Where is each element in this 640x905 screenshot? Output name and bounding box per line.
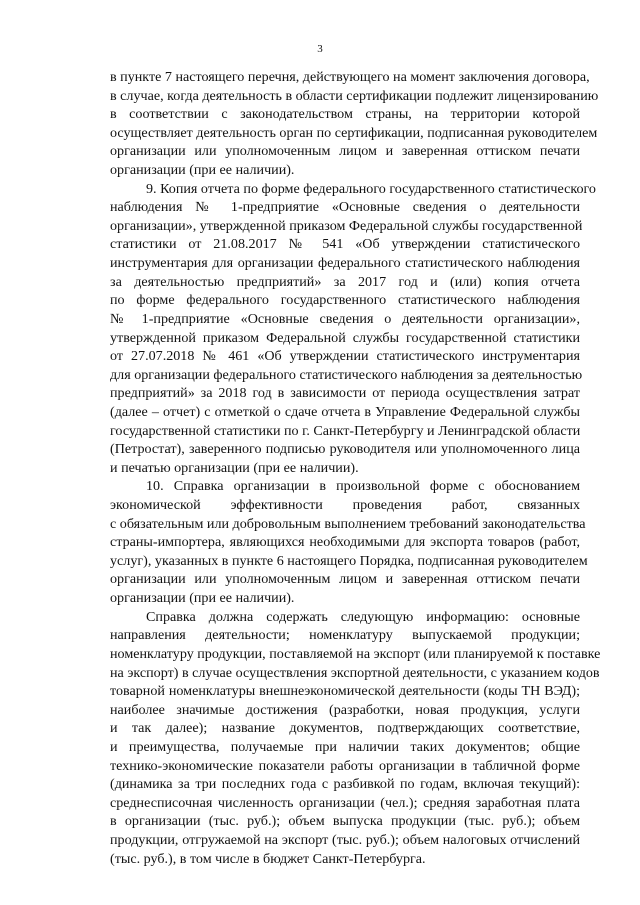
text-line: технико-экономические показатели работы организации в табличной форме bbox=[110, 757, 580, 774]
document-body bbox=[110, 68, 601, 868]
text-line: и преимущества, получаемые при наличии таких документов; общие bbox=[110, 738, 580, 755]
text-line: экономической эффективности проведения работ, связанных bbox=[110, 497, 580, 514]
text-line: на экспорт) в случае осуществления экспортной деятельности, с указанием кодов bbox=[110, 664, 600, 681]
text-line: продукции, отгружаемой на экспорт (тыс. руб.); объем налоговых отчислений bbox=[110, 831, 580, 848]
text-line: в соответствии с законодательством страны, на территории которой bbox=[110, 106, 580, 123]
text-line: направления деятельности; номенклатуру выпускаемой продукции; bbox=[110, 627, 580, 644]
text-line: инструментария для организации федерального статистического наблюдения bbox=[110, 255, 580, 272]
text-line: наиболее значимые достижения (разработки, новая продукция, услуги bbox=[110, 701, 580, 718]
page-number: 3 bbox=[317, 43, 323, 55]
text-line: в пункте 7 настоящего перечня, действующего на момент заключения договора, bbox=[110, 69, 590, 85]
text-line: организации (при ее наличии). bbox=[110, 162, 295, 179]
text-line: осуществляет деятельность орган по сертификации, подписанная руководителем bbox=[110, 124, 598, 141]
text-line: среднесписочная численность организации (чел.); средняя заработная плата bbox=[110, 794, 580, 811]
text-line: с обязательным или добровольным выполнением требований законодательства bbox=[110, 515, 586, 532]
text-line: за деятельностью предприятий» за 2017 год и (или) копия отчета bbox=[110, 273, 580, 290]
text-line: и печатью организации (при ее наличии). bbox=[110, 459, 359, 476]
text-line: в случае, когда деятельность в области сертификации подлежит лицензированию bbox=[110, 87, 599, 104]
text-line: от 27.07.2018 № 461 «Об утверждении статистического инструментария bbox=[110, 348, 580, 365]
text-line: государственной статистики по г. Санкт-Петербургу и Ленинградской области bbox=[110, 422, 581, 439]
text-line: Справка должна содержать следующую информацию: основные bbox=[146, 608, 580, 625]
text-line: 10. Справка организации в произвольной форме с обоснованием bbox=[146, 478, 580, 495]
text-line: наблюдения № 1-предприятие «Основные сведения о деятельности bbox=[110, 199, 580, 216]
text-line: (Петростат), заверенного подписью руководителя или уполномоченного лица bbox=[110, 441, 580, 458]
text-line: и так далее); название документов, подтверждающих соответствие, bbox=[110, 720, 580, 737]
text-line: товарной номенклатуры внешнеэкономической деятельности (коды ТН ВЭД); bbox=[110, 683, 580, 700]
text-line: 9. Копия отчета по форме федерального государственного статистического bbox=[146, 180, 596, 197]
text-line: (далее – отчет) с отметкой о сдаче отчета в Управление Федеральной службы bbox=[110, 403, 580, 420]
text-line: утвержденной приказом Федеральной службы государственной статистики bbox=[110, 329, 580, 346]
text-line: организации или уполномоченным лицом и заверенная оттиском печати bbox=[110, 571, 580, 588]
text-line: по форме федерального государственного статистического наблюдения bbox=[110, 292, 580, 309]
text-line: организации (при ее наличии). bbox=[110, 590, 295, 607]
text-line: предприятий» за 2018 год в зависимости от периода осуществления затрат bbox=[110, 385, 580, 402]
text-line: № 1-предприятие «Основные сведения о деятельности организации», bbox=[110, 310, 580, 327]
text-line: для организации федерального статистического наблюдения за деятельностью bbox=[110, 366, 583, 383]
text-line: услуг), указанных в пункте 6 настоящего Порядка, подписанная руководителем bbox=[110, 552, 588, 569]
text-line: страны-импортера, являющихся необходимыми для экспорта товаров (работ, bbox=[110, 534, 580, 551]
text-line: (динамика за три последних года с разбивкой по годам, включая текущий): bbox=[110, 776, 580, 793]
text-line: статистики от 21.08.2017 № 541 «Об утверждении статистического bbox=[110, 236, 580, 253]
text-line: в организации (тыс. руб.); объем выпуска продукции (тыс. руб.); объем bbox=[110, 813, 580, 830]
text-line: номенклатуру продукции, поставляемой на экспорт (или планируемой к поставке bbox=[110, 645, 601, 662]
text-line: (тыс. руб.), в том числе в бюджет Санкт-Петербурга. bbox=[110, 850, 426, 867]
text-line: организации или уполномоченным лицом и заверенная оттиском печати bbox=[110, 143, 580, 160]
text-line: организации», утвержденной приказом Федеральной службы государственной bbox=[110, 217, 583, 234]
